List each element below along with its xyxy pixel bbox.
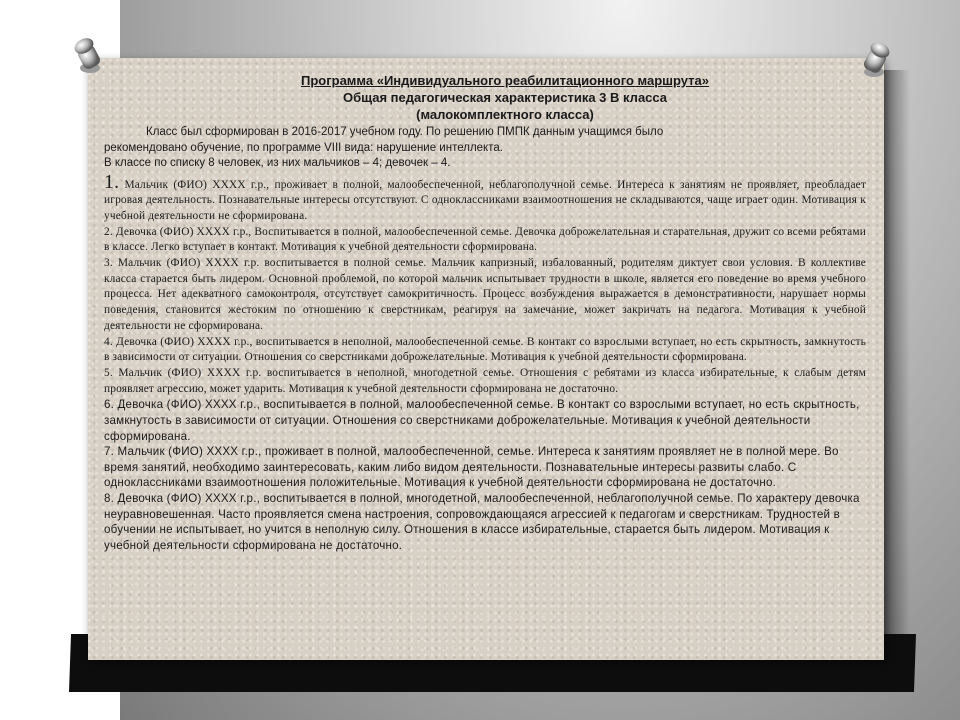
intro-line-2: рекомендовано обучение, по программе VIII вида: нарушение интеллекта. (104, 141, 503, 154)
title-line-3: (малокомплектного класса) (416, 107, 594, 122)
card-shadow-right (880, 70, 910, 670)
document-title (144, 72, 866, 123)
intro-line-3: В классе по списку 8 человек, из них мальчиков – 4; девочек – 4. (104, 157, 451, 169)
title-line-2: Общая педагогическая характеристика 3 В класса (342, 90, 668, 105)
title-line-1: Программа «Индивидуального реабилитационного маршрута» (301, 73, 709, 88)
item-number: 1. (104, 170, 120, 193)
student-item-1 (104, 172, 866, 225)
student-item-6: 6. Девочка (ФИО) ХХХХ г.р., воспитывается в полной, малообеспеченной семье. В контакт со взрослыми вступает, но есть скрытность, замкнутость в зависимости от ситуации. Отношения со сверстниками доброжелательные. Мотивация к учебной деятельности сформирована. (104, 398, 860, 443)
student-item-5: 5. Мальчик (ФИО) ХХХХ г.р. воспитывается в неполной, многодетной семье. Отношения с ребятами из класса избирательные, к слабым детям проявляет агрессию, может ударить. Мотивация к учебной деятельности сформирована не достаточно. (104, 366, 866, 395)
student-item-4: 4. Девочка (ФИО) ХХХХ г.р., воспитывается в неполной, малообеспеченной семье. В контакт со взрослыми вступает, но есть скрытность, замкнутость в зависимости от ситуации. Отношения со сверстниками доброжелательные. Мотивация к учебной деятельности сформирована. (104, 335, 866, 364)
student-item-7: 7. Мальчик (ФИО) ХХХХ г.р., проживает в полной, малообеспеченной, семье. Интереса к занятиям проявляет не в полной мере. Во время занятий, необходимо заинтересовать, каким либо видом деятельности. Познавательные интересы развиты слабо. С одноклассниками взаимоотношения положительные. Мотивация к учебной деятельности сформирована не достаточно. (104, 445, 839, 490)
item-text: Мальчик (ФИО) ХХХХ г.р., проживает в полной, малообеспеченной, неблагополучной семье. Интереса к занятиям не проявляет, преобладает игровая деятельность. Познавательные интересы отсутствуют. С одноклассниками взаимоотношения не складываются, чаще играет один. Мотивация к учебной деятельности не сформирована. (104, 178, 866, 222)
document-content (104, 72, 866, 553)
student-item-3: 3. Мальчик (ФИО) ХХХХ г.р. воспитывается в полной семье. Мальчик капризный, избалованный, родителям диктует свои условия. В коллективе класса старается быть лидером. Основной проблемой, по которой мальчик испытывает трудности в школе, является его поведение во время учебного процесса. Нет адекватного самоконтроля, отсутствует самокритичность. Процесс возбуждения выражается в демонстративности, нарушает нормы поведения, становится жестоким по отношению к сверстникам, реагируя на замечание, может закричать на педагога. Мотивация к учебной деятельности не сформирована. (104, 257, 866, 332)
intro-paragraph (104, 125, 866, 172)
student-item-2: 2. Девочка (ФИО) ХХХХ г.р., Воспитывается в полной, малообеспеченной семье. Девочка доброжелательная и старательная, дружит со всеми ребятами в классе. Легко вступает в контакт. Мотивация к учебной деятельности сформирована. (104, 225, 866, 254)
intro-line-1: Класс был сформирован в 2016-2017 учебном году. По решению ПМПК данным учащимся было (146, 126, 664, 138)
student-item-8: 8. Девочка (ФИО) ХХХХ г.р., воспитывается в полной, многодетной, малообеспеченной, неблагополучной семье. По характеру девочка неуравновешенная. Часто проявляется смена настроения, сопровождающаяся агрессией к педагогам и сверстникам. Трудностей в обучении не испытывает, но учится в неполную силу. Отношения в классе избирательные, старается быть лидером. Мотивация к учебной деятельности сформирована не достаточно. (104, 491, 860, 552)
